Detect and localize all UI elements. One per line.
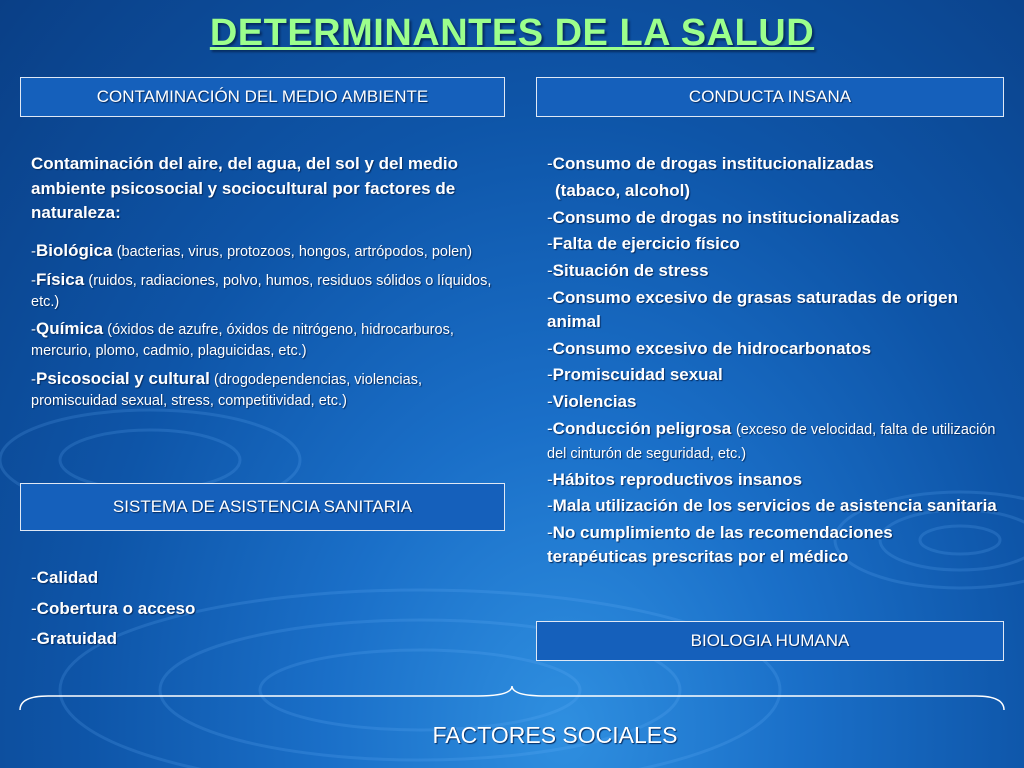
dash-marker: -: [547, 287, 553, 307]
item-text: Consumo de drogas no institucionalizadas: [552, 207, 900, 227]
footer-label: FACTORES SOCIALES: [432, 722, 678, 748]
sistema-list: [31, 566, 491, 652]
conducta-content: [547, 152, 997, 572]
brace-divider: [18, 686, 1006, 716]
dash-marker: -: [547, 523, 553, 543]
contaminacion-list: [31, 240, 501, 411]
dash-marker: -: [547, 234, 553, 254]
page-title: DETERMINANTES DE LA SALUD: [209, 12, 815, 54]
item-text: Consumo excesivo de hidrocarbonatos: [552, 338, 872, 358]
item-text: Promiscuidad sexual: [552, 365, 723, 385]
conducta-list: [547, 152, 997, 569]
dash-marker: -: [547, 392, 553, 412]
header-box-biologia: BIOLOGIA HUMANA: [536, 621, 1004, 661]
item-name: Química: [36, 319, 104, 339]
conducta-item: [547, 417, 997, 465]
item-text: Violencias: [552, 392, 637, 412]
item-text: (tabaco, alcohol): [555, 180, 691, 200]
item-text: Consumo de drogas institucionalizadas: [552, 154, 874, 173]
conducta-item: [547, 179, 997, 203]
dash-marker: -: [31, 568, 37, 587]
item-text: Calidad: [36, 568, 99, 587]
item-detail: (exceso de velocidad, falta de utilización del cinturón de seguridad, etc.): [547, 421, 996, 462]
conducta-item: [547, 390, 997, 414]
conducta-item: [547, 468, 997, 492]
conducta-item: [547, 286, 997, 334]
item-detail: (bacterias, virus, protozoos, hongos, artrópodos, polen): [116, 243, 473, 260]
dash-marker: -: [547, 365, 553, 385]
header-box-sistema: SISTEMA DE ASISTENCIA SANITARIA: [20, 483, 505, 531]
header-box-conducta: CONDUCTA INSANA: [536, 77, 1004, 117]
item-detail: (óxidos de azufre, óxidos de nitrógeno, hidrocarburos, mercurio, plomo, cadmio, plaguicidas, etc.): [31, 322, 454, 360]
dash-marker: -: [31, 271, 36, 289]
item-text: No cumplimiento de las recomendaciones terapéuticas prescritas por el médico: [547, 523, 893, 566]
item-text: Conducción peligrosa: [552, 418, 732, 438]
conducta-item: [547, 521, 997, 569]
item-text: Hábitos reproductivos insanos: [552, 469, 803, 489]
sistema-item: [31, 627, 491, 652]
item-detail: (ruidos, radiaciones, polvo, humos, residuos sólidos o líquidos, etc.): [31, 272, 492, 310]
dash-marker: -: [31, 321, 36, 339]
conducta-item: [547, 232, 997, 256]
conducta-item: [547, 494, 997, 518]
dash-marker: -: [31, 629, 37, 649]
conducta-item: [547, 152, 997, 176]
dash-marker: -: [547, 418, 553, 438]
item-name: Biológica: [36, 240, 113, 260]
contaminacion-item: [31, 269, 501, 313]
dash-marker: -: [547, 261, 553, 281]
item-name: Física: [36, 269, 85, 289]
item-text: Consumo excesivo de grasas saturadas de origen animal: [547, 287, 958, 331]
item-detail: (drogodependencias, violencias, promiscuidad sexual, stress, competitividad, etc.): [31, 371, 423, 409]
header-box-contaminacion: CONTAMINACIÓN DEL MEDIO AMBIENTE: [20, 77, 505, 117]
dash-marker: -: [547, 338, 553, 358]
item-text: Situación de stress: [552, 261, 709, 281]
dash-marker: -: [547, 496, 553, 516]
conducta-item: [547, 259, 997, 283]
contaminacion-content: [31, 152, 501, 417]
item-text: Cobertura o acceso: [36, 598, 196, 618]
item-text: Falta de ejercicio físico: [552, 234, 740, 254]
item-text: Mala utilización de los servicios de asistencia sanitaria: [552, 496, 997, 516]
sistema-item: [31, 566, 491, 591]
sistema-content: [31, 566, 491, 658]
conducta-item: [547, 206, 997, 230]
dash-marker: -: [547, 469, 553, 489]
dash-marker: -: [31, 242, 36, 260]
contaminacion-intro: Contaminación del aire, del agua, del sol y del medio ambiente psicosocial y sociocultural por factores de naturaleza:: [31, 154, 458, 223]
dash-marker: -: [547, 207, 553, 227]
dash-marker: -: [547, 154, 553, 173]
contaminacion-item: [31, 240, 501, 263]
conducta-item: [547, 363, 997, 387]
item-text: Gratuidad: [36, 629, 117, 649]
sistema-item: [31, 597, 491, 622]
dash-marker: -: [31, 598, 37, 618]
contaminacion-item: [31, 368, 501, 412]
conducta-item: [547, 337, 997, 361]
dash-marker: -: [31, 370, 36, 388]
item-name: Psicosocial y cultural: [36, 368, 210, 388]
contaminacion-item: [31, 318, 501, 362]
